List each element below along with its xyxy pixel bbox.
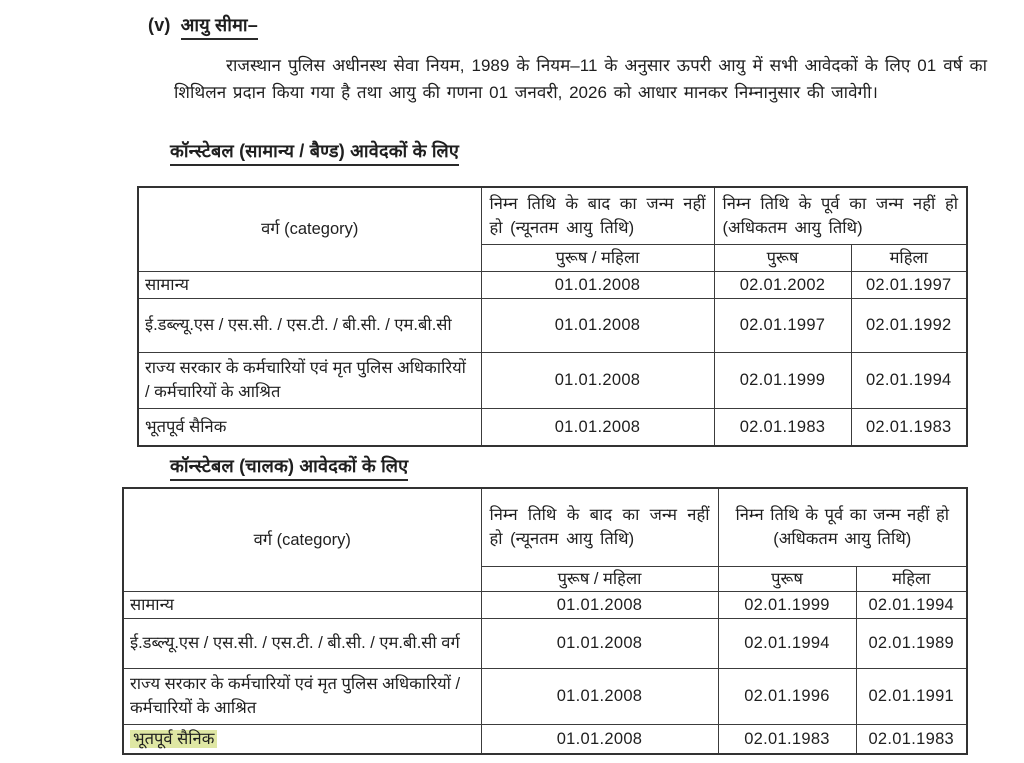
age-table-general-band (137, 186, 968, 447)
subheader-female: महिला (856, 566, 967, 591)
category-cell: राज्य सरकार के कर्मचारियों एवं मृत पुलिस अधिकारियों / कर्मचारियों के आश्रित (123, 668, 481, 724)
section-heading (148, 13, 258, 40)
table-row (123, 591, 967, 618)
category-cell: भूतपूर्व सैनिक (138, 408, 481, 446)
col-header-min-age: निम्न तिथि के बाद का जन्म नहीं हो (न्यूनतम आयु तिथि) (481, 488, 718, 566)
table-row (123, 668, 967, 724)
col-header-category: वर्ग (category) (123, 488, 481, 591)
min-date-cell: 01.01.2008 (481, 591, 718, 618)
max-date-female-cell: 02.01.1983 (856, 724, 967, 754)
category-cell: ई.डब्ल्यू.एस / एस.सी. / एस.टी. / बी.सी. / एम.बी.सी (138, 298, 481, 352)
table-row (123, 724, 967, 754)
max-date-female-cell: 02.01.1997 (851, 271, 967, 298)
subheader-male: पुरूष (714, 244, 851, 271)
max-date-male-cell: 02.01.2002 (714, 271, 851, 298)
min-date-cell: 01.01.2008 (481, 618, 718, 668)
max-date-male-cell: 02.01.1996 (718, 668, 856, 724)
max-date-female-cell: 02.01.1989 (856, 618, 967, 668)
min-date-cell: 01.01.2008 (481, 668, 718, 724)
table-row (138, 408, 967, 446)
subheader-female: महिला (851, 244, 967, 271)
min-date-cell: 01.01.2008 (481, 352, 714, 408)
category-cell: सामान्य (138, 271, 481, 298)
max-date-male-cell: 02.01.1994 (718, 618, 856, 668)
col-header-max-age: निम्न तिथि के पूर्व का जन्म नहीं हो (अधिकतम आयु तिथि) (714, 187, 967, 244)
max-date-female-cell: 02.01.1991 (856, 668, 967, 724)
subheader-male-female: पुरूष / महिला (481, 566, 718, 591)
col-header-category: वर्ग (category) (138, 187, 481, 271)
max-date-female-cell: 02.01.1994 (856, 591, 967, 618)
age-table-driver (122, 487, 968, 755)
max-date-male-cell: 02.01.1997 (714, 298, 851, 352)
section-number: (v) (148, 15, 171, 35)
max-date-female-cell: 02.01.1983 (851, 408, 967, 446)
table-title-general-band: कॉन्स्टेबल (सामान्य / बैण्ड) आवेदकों के लिए (170, 139, 459, 166)
header-row-top (138, 187, 967, 244)
category-cell: राज्य सरकार के कर्मचारियों एवं मृत पुलिस अधिकारियों / कर्मचारियों के आश्रित (138, 352, 481, 408)
table-row (138, 271, 967, 298)
col-header-min-age: निम्न तिथि के बाद का जन्म नहीं हो (न्यूनतम आयु तिथि) (481, 187, 714, 244)
min-date-cell: 01.01.2008 (481, 298, 714, 352)
highlighted-category-text: भूतपूर्व सैनिक (130, 730, 217, 748)
col-header-max-age: निम्न तिथि के पूर्व का जन्म नहीं हो (अधिकतम आयु तिथि) (718, 488, 967, 566)
section-title: आयु सीमा– (181, 13, 258, 40)
min-date-cell: 01.01.2008 (481, 271, 714, 298)
max-date-male-cell: 02.01.1999 (714, 352, 851, 408)
max-date-female-cell: 02.01.1992 (851, 298, 967, 352)
subheader-male: पुरूष (718, 566, 856, 591)
table-row (123, 618, 967, 668)
subheader-male-female: पुरूष / महिला (481, 244, 714, 271)
max-date-male-cell: 02.01.1983 (714, 408, 851, 446)
header-row-top (123, 488, 967, 566)
max-date-male-cell: 02.01.1983 (718, 724, 856, 754)
table-row (138, 298, 967, 352)
category-cell (123, 724, 481, 754)
max-date-male-cell: 02.01.1999 (718, 591, 856, 618)
table-row (138, 352, 967, 408)
table-title-driver: कॉन्स्टेबल (चालक) आवेदकों के लिए (170, 454, 408, 481)
category-cell: ई.डब्ल्यू.एस / एस.सी. / एस.टी. / बी.सी. / एम.बी.सी वर्ग (123, 618, 481, 668)
min-date-cell: 01.01.2008 (481, 724, 718, 754)
category-cell: सामान्य (123, 591, 481, 618)
min-date-cell: 01.01.2008 (481, 408, 714, 446)
intro-paragraph: राजस्थान पुलिस अधीनस्थ सेवा नियम, 1989 के नियम–11 के अनुसार ऊपरी आयु में सभी आवेदकों के लिए 01 वर्ष का शिथिलन प्रदान किया गया है तथा आयु की गणना 01 जनवरी, 2026 को आधार मानकर निम्नानुसार की जावेगी। (174, 56, 987, 102)
max-date-female-cell: 02.01.1994 (851, 352, 967, 408)
